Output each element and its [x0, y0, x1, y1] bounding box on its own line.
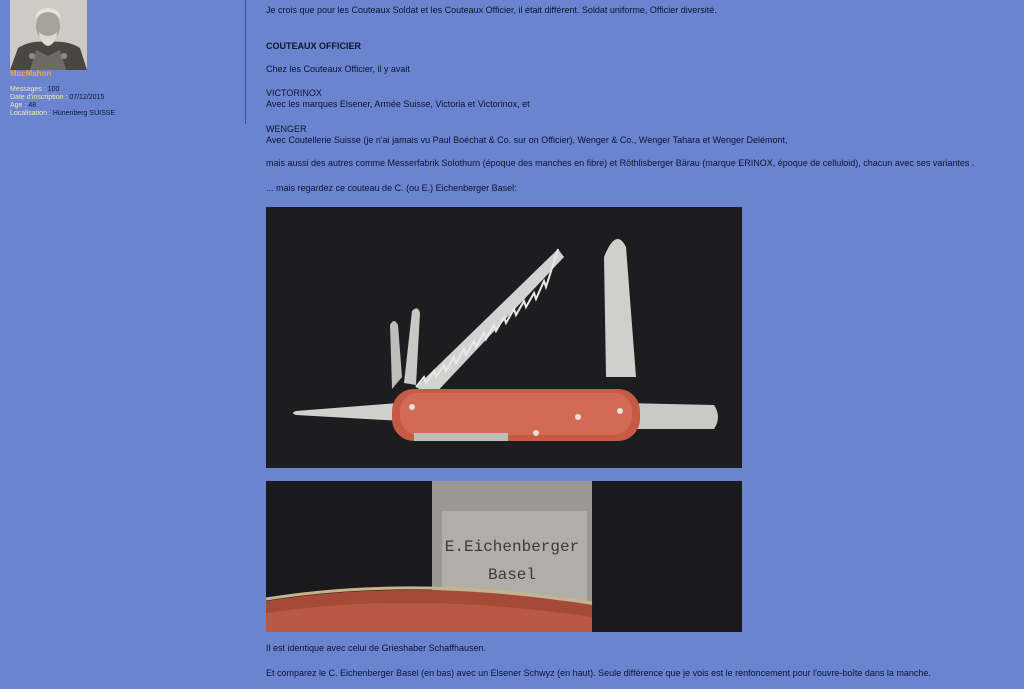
post-victorinox-title: VICTORINOX: [266, 88, 322, 98]
post-paragraph-officier: Chez les Couteaux Officier, il y avait: [266, 64, 410, 74]
post-paragraph-others: mais aussi des autres comme Messerfabrik Solothurn (époque des manches en fibre) et Röthlisberger Bärau (marque ERINOX, époque de celluloid), chacun avec ses variantes .: [266, 158, 975, 168]
knife-photo[interactable]: [266, 207, 742, 468]
stamp-photo[interactable]: [266, 481, 742, 632]
post-wenger-title: WENGER: [266, 124, 307, 134]
post-victorinox-text: Avec les marques Elsener, Armée Suisse, Victoria et Victorinox, et: [266, 99, 530, 109]
profile-field-age: Age : 48: [10, 102, 37, 109]
profile-field-join-date: Date d'inscription : 07/12/2015: [10, 94, 105, 101]
profile-info: [10, 86, 115, 118]
post-paragraph-identique: Il est identique avec celui de Grieshaber Schaffhausen.: [266, 643, 486, 653]
post-paragraph-intro: Je crois que pour les Couteaux Soldat et les Couteaux Officier, il était différent. Soldat uniforme, Officier diversité.: [266, 5, 717, 15]
profile-field-messages: Messages : 100: [10, 86, 60, 93]
avatar[interactable]: [10, 0, 87, 70]
post-paragraph-eichenberger: ... mais regardez ce couteau de C. (ou E.) Eichenberger Basel:: [266, 183, 517, 193]
username[interactable]: MacMahon: [10, 69, 52, 78]
knife-open-illustration: [266, 207, 742, 468]
stamp-line-2: Basel: [487, 566, 537, 584]
stamp-closeup-illustration: [266, 481, 742, 632]
author-sidebar: [0, 0, 246, 124]
post-heading: COUTEAUX OFFICIER: [266, 41, 362, 51]
avatar-portrait: [10, 0, 87, 70]
post-wenger-text: Avec Coutellerie Suisse (je n'ai jamais vu Paul Boéchat & Co. sur on Officier), Wenger & Co., Wenger Tahara et Wenger Delémont,: [266, 135, 788, 145]
post-paragraph-compare: Et comparez le C. Eichenberger Basel (en bas) avec un Elsener Schwyz (en haut). Seule différence que je vois est le renfoncement pour l'ouvre-boîte dans la manche.: [266, 668, 931, 678]
profile-field-location: Localisation : Hünenberg SUISSE: [10, 110, 116, 117]
stamp-line-1: E.Eichenberger: [444, 538, 580, 556]
